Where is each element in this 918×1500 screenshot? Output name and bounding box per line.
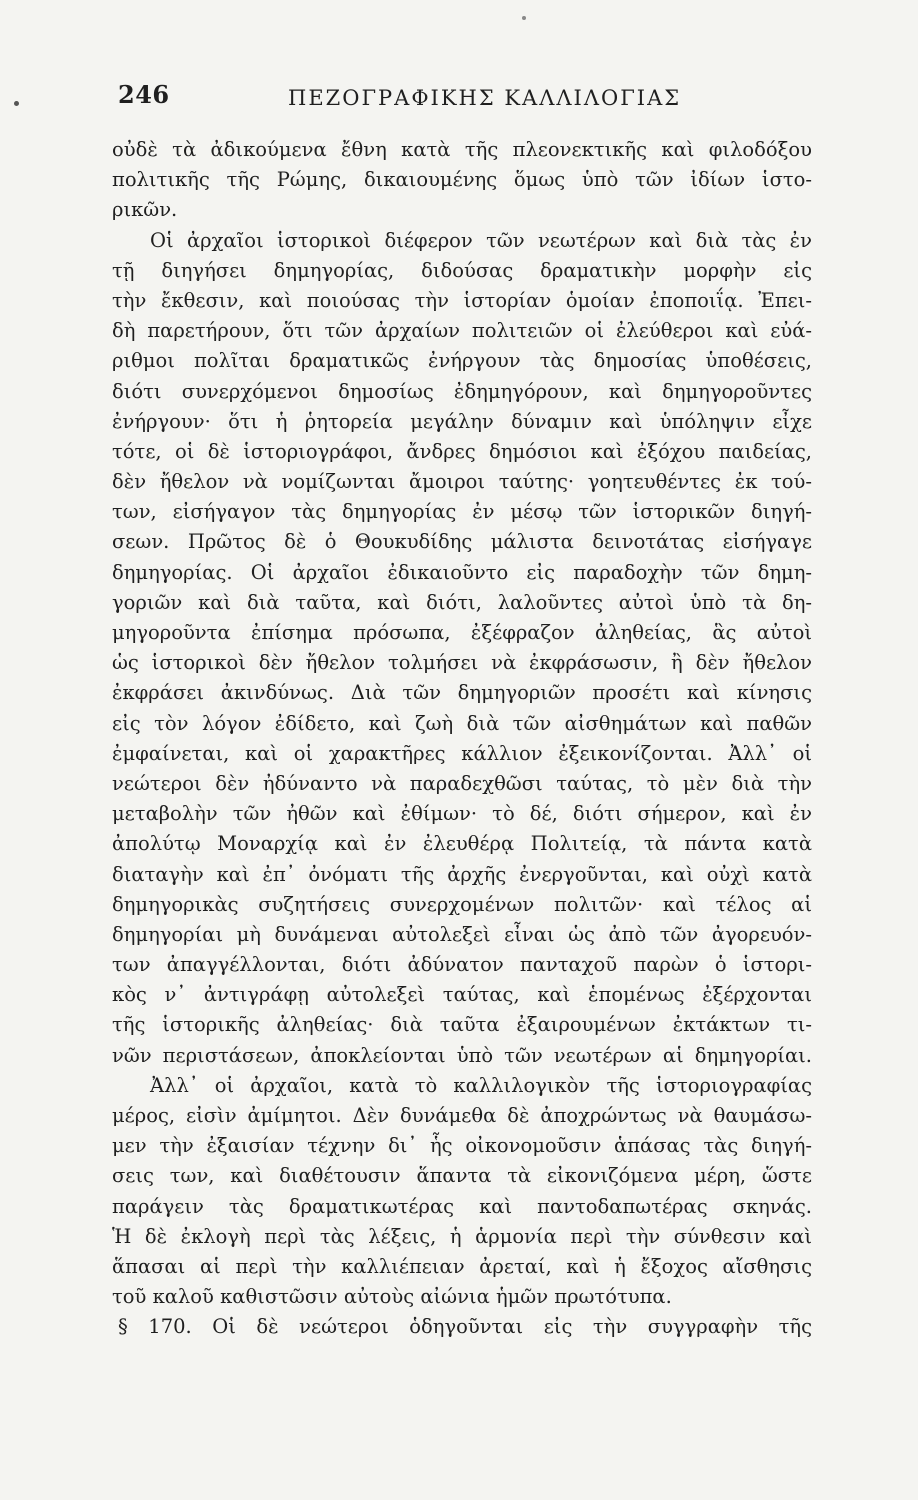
text-line: ἀπολύτῳ Μοναρχίᾳ καὶ ἐν ἐλευθέρᾳ Πολιτείᾳ, τὰ πάντα κατὰ [112, 832, 812, 856]
body-text [112, 135, 812, 1343]
text-line: τοῦ καλοῦ καθιστῶσιν αὐτοὺς αἰώνια ἡμῶν πρωτότυπα. [112, 1285, 672, 1309]
text-line: ἅπασαι αἱ περὶ τὴν καλλιέπειαν ἀρεταί, καὶ ἡ ἔξοχος αἴσθησις [112, 1254, 812, 1278]
page-header [118, 80, 808, 120]
text-line: τὴν ἔκθεσιν, καὶ ποιούσας τὴν ἱστορίαν ὁμοίαν ἐποποιΐᾳ. Ἐπει- [112, 288, 812, 312]
paragraph-start-line: Οἱ ἀρχαῖοι ἱστορικοὶ διέφερον τῶν νεωτέρων καὶ διὰ τὰς ἐν [150, 228, 812, 252]
text-line: παράγειν τὰς δραματικωτέρας καὶ παντοδαπωτέρας σκηνάς. [112, 1194, 812, 1218]
text-line: οὐδὲ τὰ ἀδικούμενα ἔθνη κατὰ τῆς πλεονεκτικῆς καὶ φιλοδόξου [112, 138, 812, 161]
ink-speck [14, 101, 19, 106]
text-line: δημηγορίας. Οἱ ἀρχαῖοι ἐδικαιοῦντο εἰς παραδοχὴν τῶν δημη- [112, 560, 812, 584]
text-line: διαταγὴν καὶ ἐπ᾽ ὀνόματι τῆς ἀρχῆς ἐνεργοῦνται, καὶ οὐχὶ κατὰ [112, 862, 812, 886]
text-line: σεων. Πρῶτος δὲ ὁ Θουκυδίδης μάλιστα δεινοτάτας εἰσήγαγε [112, 530, 812, 554]
page-number: 246 [118, 80, 170, 109]
text-line: διότι συνερχόμενοι δημοσίως ἐδημηγόρουν, καὶ δημηγοροῦντες [112, 379, 812, 403]
text-line: δὴ παρετήρουν, ὅτι τῶν ἀρχαίων πολιτειῶν οἱ ἐλεύθεροι καὶ εὐά- [112, 319, 812, 343]
text-line: μηγοροῦντα ἐπίσημα πρόσωπα, ἐξέφραζον ἀληθείας, ἃς αὐτοὶ [112, 621, 812, 644]
text-line: Ἡ δὲ ἐκλογὴ περὶ τὰς λέξεις, ἡ ἁρμονία περὶ τὴν σύνθεσιν καὶ [112, 1224, 812, 1248]
text-line: τῇ διηγήσει δημηγορίας, διδούσας δραματικὴν μορφὴν εἰς [112, 258, 812, 282]
text-line: μεν τὴν ἐξαισίαν τέχνην δι᾽ ἧς οἰκονομοῦσιν ἁπάσας τὰς διηγή- [112, 1134, 812, 1158]
text-line: γοριῶν καὶ διὰ ταῦτα, καὶ διότι, λαλοῦντες αὐτοὶ ὑπὸ τὰ δη- [112, 590, 812, 614]
text-line: μέρος, εἰσὶν ἀμίμητοι. Δὲν δυνάμεθα δὲ ἀποχρώντως νὰ θαυμάσω- [112, 1104, 812, 1127]
paragraph-start-line: Ἀλλ᾽ οἱ ἀρχαῖοι, κατὰ τὸ καλλιλογικὸν τῆς ἱστοριογραφίας [150, 1073, 812, 1097]
text-line: νῶν περιστάσεων, ἀποκλείονται ὑπὸ τῶν νεωτέρων αἱ δημηγορίαι. [112, 1043, 812, 1067]
text-line: ρικῶν. [112, 198, 178, 222]
text-line: ἐκφράσει ἀκινδύνως. Διὰ τῶν δημηγοριῶν προσέτι καὶ κίνησις [112, 681, 812, 705]
ink-speck [522, 16, 526, 20]
text-line: τῆς ἱστορικῆς ἀληθείας· διὰ ταῦτα ἐξαιρουμένων ἐκτάκτων τι- [112, 1013, 812, 1037]
text-line: μεταβολὴν τῶν ἠθῶν καὶ ἐθίμων· τὸ δέ, διότι σήμερον, καὶ ἐν [112, 802, 812, 826]
text-line: δημηγορικὰς συζητήσεις συνερχομένων πολιτῶν· καὶ τέλος αἱ [112, 892, 812, 916]
section-heading-line: § 170. Οἱ δὲ νεώτεροι ὁδηγοῦνται εἰς τὴν συγγραφὴν τῆς [118, 1315, 812, 1339]
text-line: των, εἰσήγαγον τὰς δημηγορίας ἐν μέσῳ τῶν ἱστορικῶν διηγή- [112, 500, 812, 524]
text-line: ἐνήργουν· ὅτι ἡ ῥητορεία μεγάλην δύναμιν καὶ ὑπόληψιν εἶχε [112, 409, 812, 433]
text-line: ὡς ἱστορικοὶ δὲν ἤθελον τολμήσει νὰ ἐκφράσωσιν, ἢ δὲν ἤθελον [112, 651, 812, 675]
running-title: ΠΕΖΟΓΡΑΦΙΚΗΣ ΚΑΛΛΙΛΟΓΙΑΣ [288, 86, 682, 110]
text-line: κὸς ν᾽ ἀντιγράφῃ αὐτολεξεὶ ταύτας, καὶ ἑπομένως ἐξέρχονται [112, 983, 812, 1007]
text-line: δὲν ἤθελον νὰ νομίζωνται ἄμοιροι ταύτης· γοητευθέντες ἐκ τού- [112, 470, 812, 494]
text-line: των ἀπαγγέλλονται, διότι ἀδύνατον πανταχοῦ παρὼν ὁ ἱστορι- [112, 953, 812, 977]
text-line: εἰς τὸν λόγον ἐδίδετο, καὶ ζωὴ διὰ τῶν αἰσθημάτων καὶ παθῶν [112, 711, 812, 735]
text-line: νεώτεροι δὲν ἠδύναντο νὰ παραδεχθῶσι ταύτας, τὸ μὲν διὰ τὴν [112, 771, 812, 795]
text-line: τότε, οἱ δὲ ἱστοριογράφοι, ἄνδρες δημόσιοι καὶ ἐξόχου παιδείας, [112, 439, 812, 463]
text-line: ἐμφαίνεται, καὶ οἱ χαρακτῆρες κάλλιον ἐξεικονίζονται. Ἀλλ᾽ οἱ [112, 741, 812, 765]
text-line: πολιτικῆς τῆς Ρώμης, δικαιουμένης ὅμως ὑπὸ τῶν ἰδίων ἱστο- [112, 168, 812, 192]
text-line: σεις των, καὶ διαθέτουσιν ἅπαντα τὰ εἰκονιζόμενα μέρη, ὥστε [112, 1164, 812, 1188]
text-line: δημηγορίαι μὴ δυνάμεναι αὐτολεξεὶ εἶναι ὡς ἀπὸ τῶν ἀγορευόν- [112, 922, 812, 946]
text-line: ριθμοι πολῖται δραματικῶς ἐνήργουν τὰς δημοσίας ὑποθέσεις, [112, 349, 812, 373]
